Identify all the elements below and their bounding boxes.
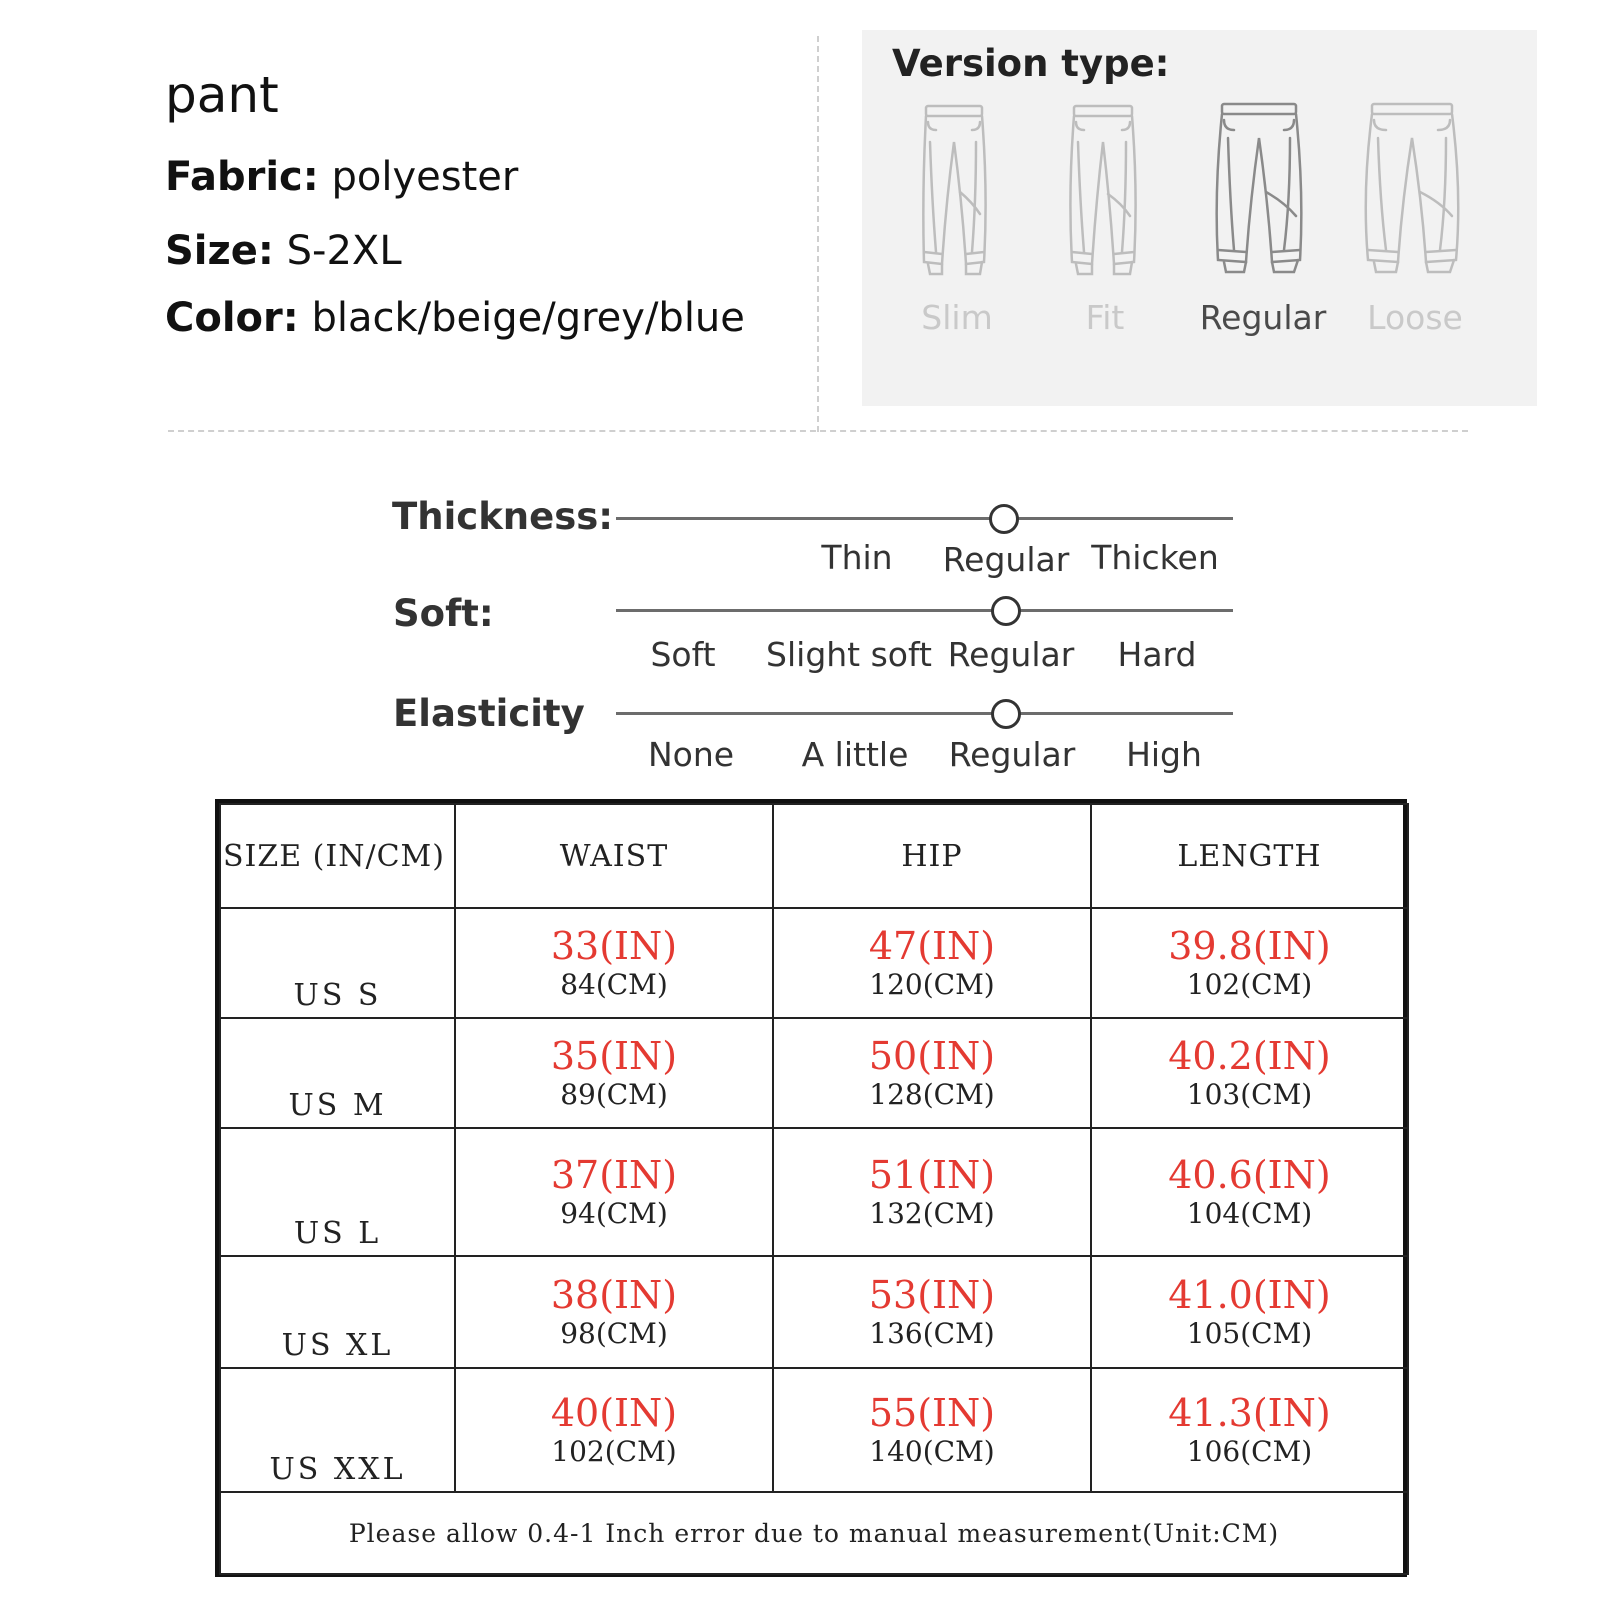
waist-inch: 37(IN) — [550, 1153, 678, 1197]
product-name: pant — [165, 66, 279, 124]
horizontal-divider — [168, 430, 1468, 432]
soft-knob — [991, 596, 1021, 626]
version-option-fit: Fit — [1085, 298, 1125, 337]
length-cm: 102(CM) — [1186, 968, 1313, 1001]
length-cell — [1091, 1128, 1408, 1256]
waist-cm: 84(CM) — [560, 968, 668, 1001]
length-cell — [1091, 1018, 1408, 1128]
pant-fit-icon — [1068, 102, 1142, 282]
version-option-regular: Regular — [1199, 298, 1327, 337]
table-row — [220, 1368, 1408, 1492]
header-length: LENGTH — [1091, 804, 1408, 908]
length-inch: 41.0(IN) — [1168, 1273, 1331, 1317]
thickness-scale-line — [616, 517, 1233, 520]
waist-cell — [455, 1018, 773, 1128]
size-chart-table — [215, 799, 1407, 1577]
size-value: S-2XL — [286, 228, 402, 274]
hip-cm: 128(CM) — [869, 1078, 995, 1111]
waist-cell — [455, 1368, 773, 1492]
hip-cell — [773, 1018, 1091, 1128]
hip-inch: 53(IN) — [868, 1273, 996, 1317]
hip-cm: 136(CM) — [869, 1317, 995, 1350]
hip-inch: 50(IN) — [868, 1034, 996, 1078]
waist-cell — [455, 1256, 773, 1368]
soft-option-soft: Soft — [650, 635, 716, 674]
fabric-value: polyester — [331, 154, 519, 200]
thickness-knob — [989, 504, 1019, 534]
waist-inch: 33(IN) — [550, 924, 678, 968]
table-note-row — [220, 1492, 1408, 1574]
fabric-line — [165, 154, 518, 200]
measurement-note: Please allow 0.4-1 Inch error due to manual measurement(Unit:CM) — [220, 1492, 1408, 1574]
fabric-label: Fabric: — [165, 154, 319, 200]
waist-cm: 98(CM) — [560, 1317, 668, 1350]
version-type-panel — [862, 30, 1537, 406]
elasticity-option-high: High — [1126, 735, 1202, 774]
length-cell — [1091, 1368, 1408, 1492]
elasticity-option-none: None — [647, 735, 735, 774]
length-cm: 105(CM) — [1186, 1317, 1313, 1350]
length-cm: 104(CM) — [1186, 1197, 1313, 1230]
header-waist: WAIST — [455, 804, 773, 908]
waist-cm: 89(CM) — [560, 1078, 668, 1111]
header-hip: HIP — [773, 804, 1091, 908]
pant-slim-icon — [920, 102, 994, 282]
version-option-slim: Slim — [921, 298, 993, 337]
color-label: Color: — [165, 295, 299, 341]
size-label: Size: — [165, 228, 274, 274]
elasticity-option-regular: Regular — [948, 735, 1076, 774]
size-cell: US L — [220, 1128, 455, 1256]
length-inch: 41.3(IN) — [1168, 1391, 1331, 1435]
waist-cm: 102(CM) — [551, 1435, 677, 1468]
length-cell — [1091, 1256, 1408, 1368]
length-inch: 39.8(IN) — [1168, 924, 1331, 968]
thickness-option-regular: Regular — [942, 540, 1070, 579]
length-cell — [1091, 908, 1408, 1018]
length-cm: 106(CM) — [1186, 1435, 1313, 1468]
waist-cell — [455, 1128, 773, 1256]
pant-loose-icon — [1364, 102, 1460, 282]
hip-cm: 140(CM) — [869, 1435, 995, 1468]
size-cell: US S — [220, 908, 455, 1018]
length-inch: 40.6(IN) — [1168, 1153, 1331, 1197]
thickness-option-thicken: Thicken — [1091, 538, 1219, 577]
size-cell: US M — [220, 1018, 455, 1128]
hip-cm: 120(CM) — [869, 968, 995, 1001]
hip-cell — [773, 1256, 1091, 1368]
elasticity-knob — [991, 699, 1021, 729]
soft-option-hard: Hard — [1117, 635, 1197, 674]
table-header-row — [220, 804, 1408, 908]
elasticity-option-a-little: A little — [801, 735, 909, 774]
waist-inch: 38(IN) — [550, 1273, 678, 1317]
version-option-loose: Loose — [1367, 298, 1463, 337]
table-row — [220, 1128, 1408, 1256]
elasticity-label: Elasticity — [393, 692, 585, 735]
size-line — [165, 228, 402, 274]
elasticity-scale-line — [616, 712, 1233, 715]
soft-option-slight-soft: Slight soft — [766, 635, 932, 674]
table-row — [220, 908, 1408, 1018]
size-cell: US XL — [220, 1256, 455, 1368]
pant-regular-icon — [1214, 102, 1304, 282]
hip-cell — [773, 1128, 1091, 1256]
waist-inch: 35(IN) — [550, 1034, 678, 1078]
color-line — [165, 295, 745, 341]
table-row — [220, 1256, 1408, 1368]
soft-scale-line — [616, 609, 1233, 612]
waist-inch: 40(IN) — [550, 1391, 678, 1435]
thickness-option-thin: Thin — [821, 538, 893, 577]
soft-option-regular: Regular — [947, 635, 1075, 674]
soft-label: Soft: — [393, 592, 494, 635]
length-inch: 40.2(IN) — [1168, 1034, 1331, 1078]
table-row — [220, 1018, 1408, 1128]
hip-cm: 132(CM) — [869, 1197, 995, 1230]
color-value: black/beige/grey/blue — [311, 295, 745, 341]
waist-cm: 94(CM) — [560, 1197, 668, 1230]
thickness-label: Thickness: — [392, 495, 614, 538]
hip-inch: 55(IN) — [868, 1391, 996, 1435]
hip-inch: 51(IN) — [868, 1153, 996, 1197]
size-cell: US XXL — [220, 1368, 455, 1492]
length-cm: 103(CM) — [1186, 1078, 1313, 1111]
version-type-title: Version type: — [892, 42, 1170, 85]
hip-cell — [773, 1368, 1091, 1492]
vertical-divider — [817, 36, 819, 432]
waist-cell — [455, 908, 773, 1018]
hip-cell — [773, 908, 1091, 1018]
header-size: SIZE (IN/CM) — [220, 804, 455, 908]
hip-inch: 47(IN) — [868, 924, 996, 968]
